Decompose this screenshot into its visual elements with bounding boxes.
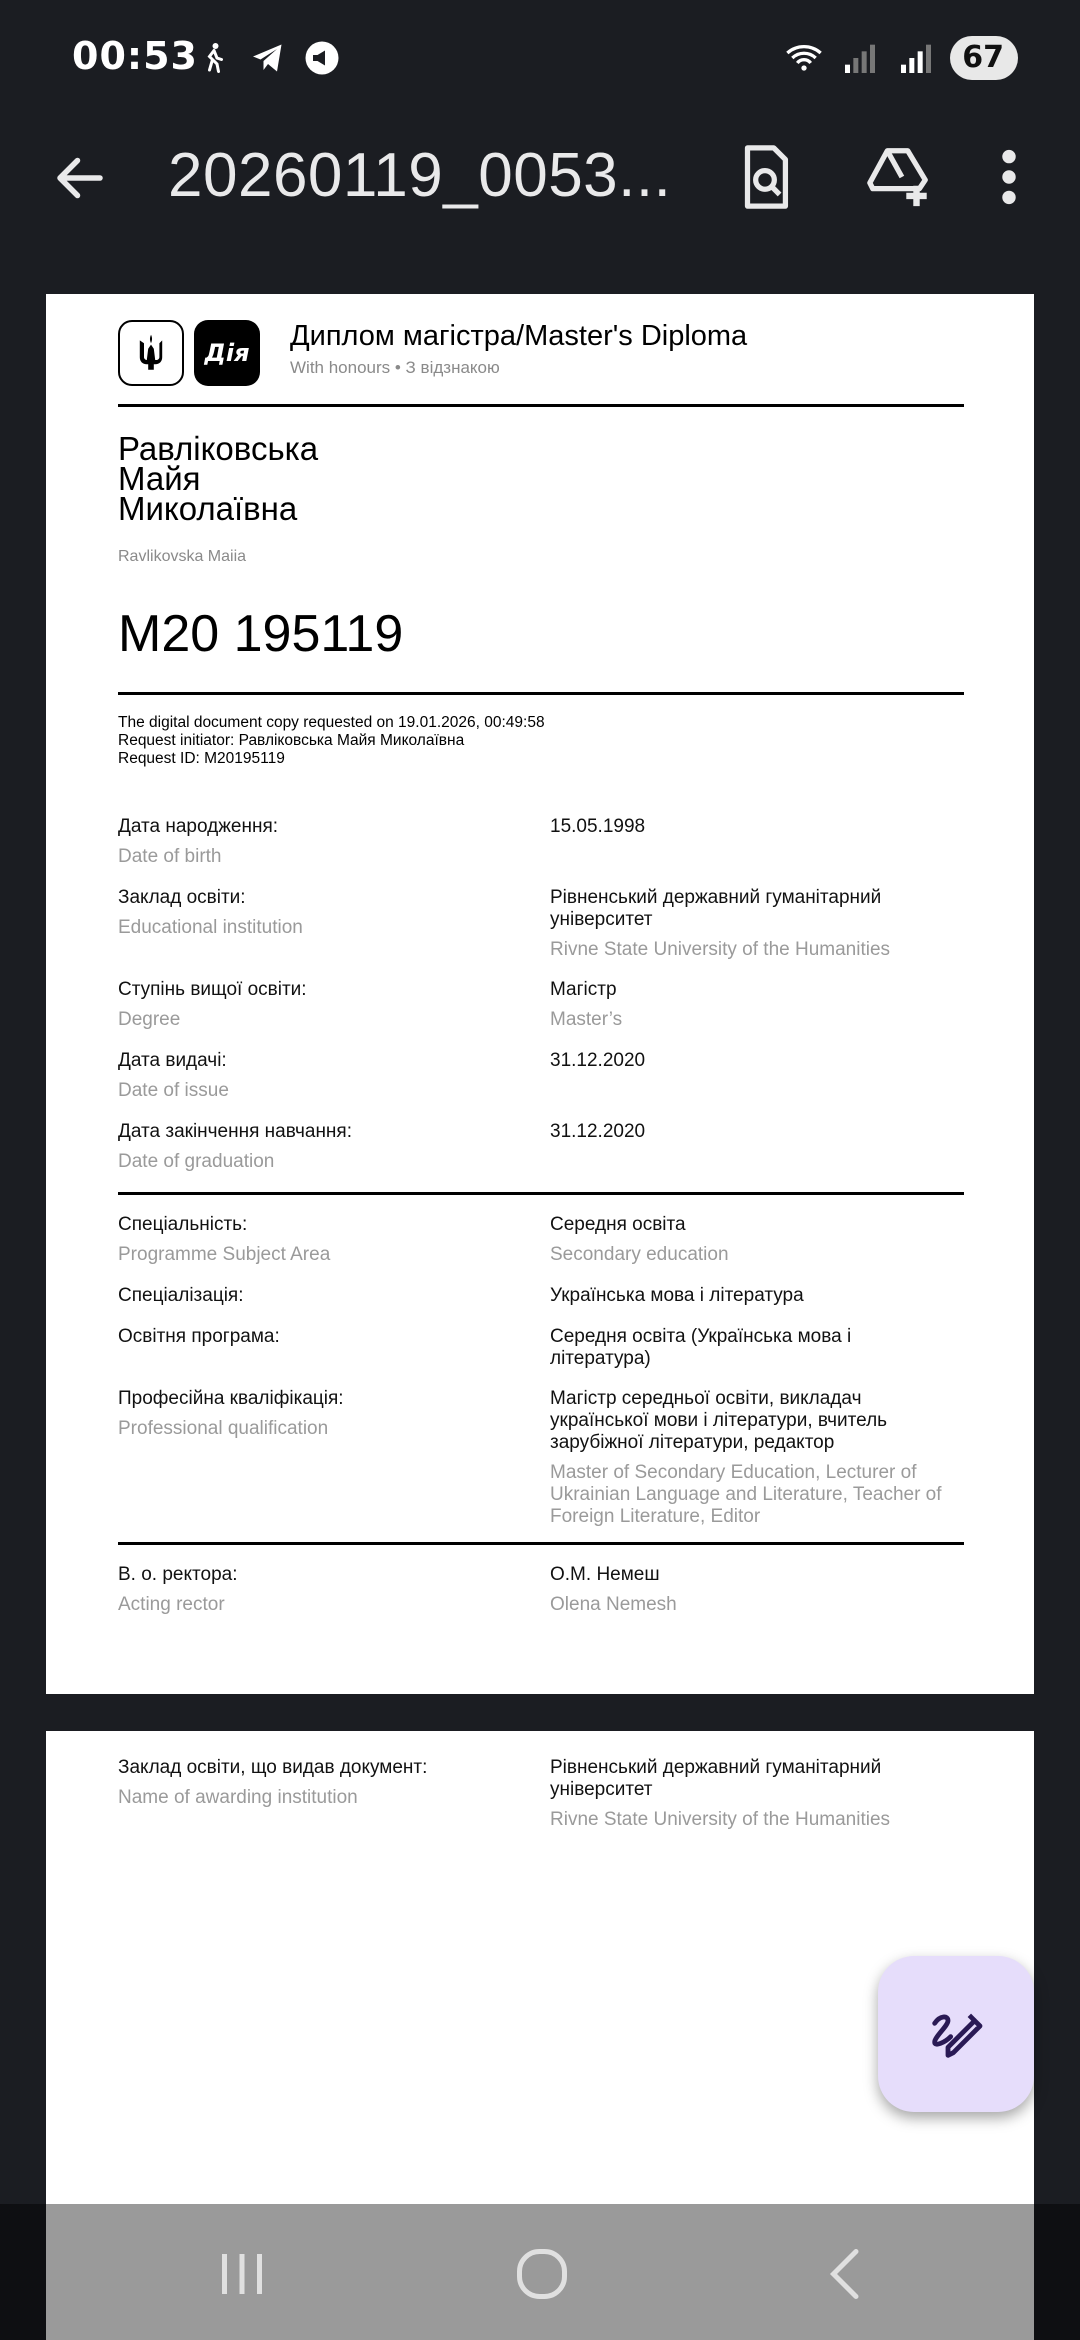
field-label: Заклад освіти, що видав документ: Name of awarding institution — [118, 1757, 428, 1808]
back-arrow-icon[interactable] — [50, 148, 110, 208]
field-label: Професійна кваліфікація: Professional qualification — [118, 1388, 344, 1439]
home-icon — [512, 2244, 572, 2304]
document-title: Диплом магістра/Master's Diploma — [290, 320, 748, 352]
field-value: Середня освіта (Українська мова і література) — [550, 1326, 852, 1369]
divider — [118, 404, 964, 407]
speaker-icon — [304, 40, 340, 76]
holder-given-name: Майя — [118, 460, 201, 497]
holder-latin-name: Ravlikovska Maiia — [118, 548, 247, 565]
field-label: Дата закінчення навчання: Date of graduation — [118, 1121, 352, 1172]
field-label: Освітня програма: — [118, 1326, 280, 1347]
sign-pen-icon — [924, 2002, 988, 2066]
field-value: 31.12.2020 — [550, 1121, 646, 1142]
battery-indicator: 67 — [950, 36, 1018, 80]
wifi-icon — [782, 38, 826, 78]
field-value: 31.12.2020 — [550, 1050, 646, 1071]
search-document-icon — [730, 142, 800, 212]
status-bar — [0, 0, 1080, 120]
divider — [118, 692, 964, 695]
field-label: Дата видачі: Date of issue — [118, 1050, 229, 1101]
recent-apps-button[interactable] — [212, 2244, 272, 2304]
field-value: Магістр Master’s — [550, 979, 623, 1030]
divider — [118, 1542, 964, 1545]
app-bar — [0, 120, 1080, 230]
field-label: Спеціальність: Programme Subject Area — [118, 1214, 331, 1265]
walking-icon — [196, 40, 232, 76]
holder-surname: Равліковська — [118, 430, 319, 467]
trident-logo — [118, 320, 184, 386]
field-value: Українська мова і література — [550, 1285, 804, 1306]
signal-icon-2 — [894, 38, 938, 78]
trident-icon — [134, 332, 168, 374]
notification-icons — [196, 40, 340, 76]
request-date: The digital document copy requested on 19.01.2026, 00:49:58 — [118, 714, 545, 731]
field-label: Спеціалізація: — [118, 1285, 244, 1306]
sign-fab-button[interactable] — [878, 1956, 1034, 2112]
request-metadata — [118, 714, 545, 768]
field-label: В. о. ректора: Acting rector — [118, 1564, 238, 1615]
field-value: Рівненський державний гуманітарний університет Rivne State University of the Humanities — [550, 887, 891, 960]
field-value: Магістр середньої освіти, викладач української мови і літератури, вчитель зарубіжної літератури, редактор Master of Secondary Education, Lecturer of Ukrainian Language and Literature, Teacher of Foreign Literature, Editor — [550, 1388, 942, 1527]
signal-icon — [838, 38, 882, 78]
recent-apps-icon — [212, 2244, 272, 2304]
field-value: О.М. Немеш Olena Nemesh — [550, 1564, 677, 1615]
telegram-icon — [250, 40, 286, 76]
back-icon — [816, 2244, 876, 2304]
more-options-button[interactable] — [984, 142, 1034, 212]
holder-name — [118, 430, 319, 527]
holder-patronymic: Миколаївна — [118, 490, 298, 527]
document-header — [118, 320, 964, 400]
navigation-bar — [0, 2204, 1080, 2340]
field-label: Заклад освіти: Educational institution — [118, 887, 303, 938]
diia-logo: Дія — [194, 320, 260, 386]
request-id: Request ID: M20195119 — [118, 750, 285, 767]
file-title: 20260119_0053... — [168, 141, 672, 210]
drive-add-button[interactable] — [864, 142, 934, 212]
search-document-button[interactable] — [730, 142, 800, 212]
field-label: Дата народження: Date of birth — [118, 816, 279, 867]
more-icon — [984, 142, 1034, 212]
field-value: 15.05.1998 — [550, 816, 646, 837]
drive-add-icon — [864, 142, 934, 212]
document-number: M20 195119 — [118, 605, 404, 663]
back-button[interactable] — [816, 2244, 876, 2304]
home-button[interactable] — [512, 2244, 572, 2304]
divider — [118, 1192, 964, 1195]
field-label: Ступінь вищої освіти: Degree — [118, 979, 307, 1030]
field-value: Рівненський державний гуманітарний університет Rivne State University of the Humanities — [550, 1757, 891, 1830]
request-initiator: Request initiator: Равліковська Майя Миколаївна — [118, 732, 465, 749]
document-subtitle: With honours • З відзнакою — [290, 358, 500, 377]
document-page-1 — [46, 294, 1034, 1694]
field-value: Середня освіта Secondary education — [550, 1214, 729, 1265]
status-time: 00:53 — [72, 34, 198, 78]
